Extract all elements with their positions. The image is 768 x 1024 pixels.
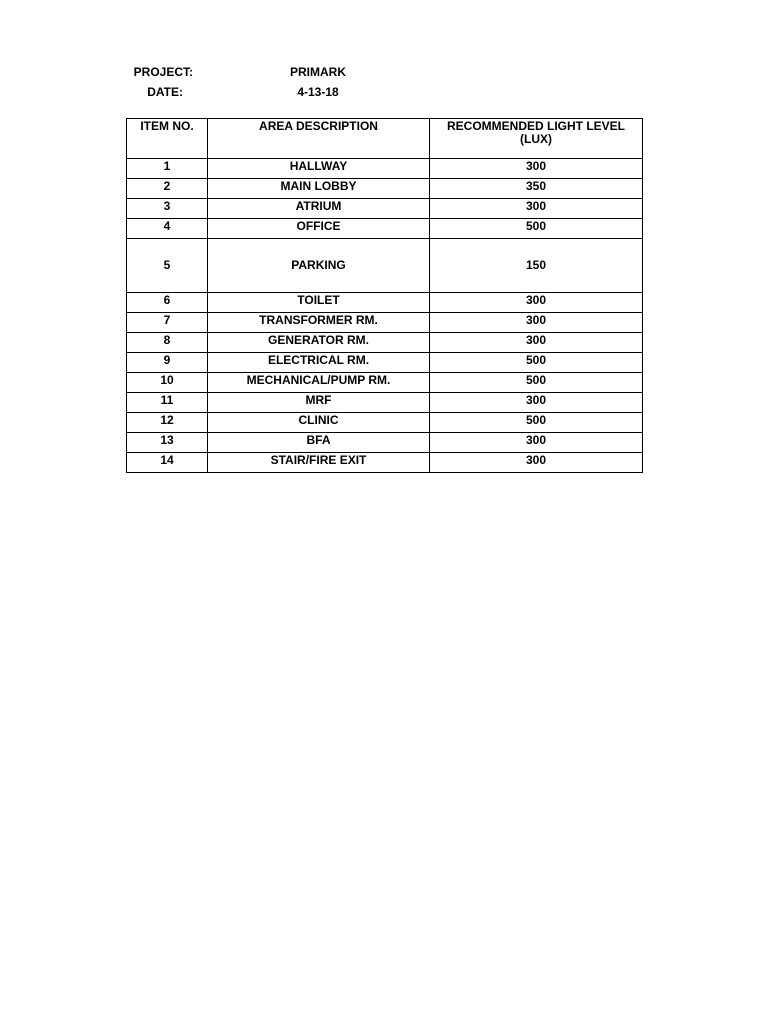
area-description-cell: ELECTRICAL RM. (208, 353, 430, 373)
light-level-cell: 300 (430, 433, 643, 453)
item-no-cell: 12 (127, 413, 208, 433)
area-description-cell: PARKING (208, 239, 430, 293)
item-no-cell: 9 (127, 353, 208, 373)
light-level-cell: 300 (430, 159, 643, 179)
light-level-cell: 350 (430, 179, 643, 199)
area-description-cell: BFA (208, 433, 430, 453)
area-description-cell: STAIR/FIRE EXIT (208, 453, 430, 473)
item-no-cell: 14 (127, 453, 208, 473)
item-no-cell: 3 (127, 199, 208, 219)
area-description-cell: MRF (208, 393, 430, 413)
light-level-cell: 300 (430, 453, 643, 473)
area-description-cell: MAIN LOBBY (208, 179, 430, 199)
area-description-cell: TRANSFORMER RM. (208, 313, 430, 333)
area-description-cell: TOILET (208, 293, 430, 313)
date-label: DATE: (147, 85, 183, 99)
item-no-cell: 2 (127, 179, 208, 199)
item-no-cell: 5 (127, 239, 208, 293)
light-level-cell: 500 (430, 353, 643, 373)
light-level-cell: 300 (430, 199, 643, 219)
item-no-cell: 4 (127, 219, 208, 239)
item-no-cell: 7 (127, 313, 208, 333)
item-no-cell: 10 (127, 373, 208, 393)
table-row (127, 393, 643, 413)
item-no-cell: 6 (127, 293, 208, 313)
table-row (127, 333, 643, 353)
table-row (127, 453, 643, 473)
table-row (127, 353, 643, 373)
light-level-cell: 300 (430, 333, 643, 353)
table-row (127, 433, 643, 453)
table-row (127, 373, 643, 393)
table-row (127, 199, 643, 219)
light-level-cell: 500 (430, 373, 643, 393)
table-row (127, 413, 643, 433)
project-value: PRIMARK (290, 65, 346, 79)
project-label: PROJECT: (133, 65, 193, 79)
table-row (127, 219, 643, 239)
light-level-table (126, 118, 643, 473)
table-row (127, 159, 643, 179)
item-no-cell: 13 (127, 433, 208, 453)
item-no-cell: 1 (127, 159, 208, 179)
table-row (127, 293, 643, 313)
area-description-cell: HALLWAY (208, 159, 430, 179)
light-level-cell: 300 (430, 393, 643, 413)
table-row (127, 313, 643, 333)
area-description-cell: ATRIUM (208, 199, 430, 219)
date-value: 4-13-18 (297, 85, 339, 99)
table-header-row (127, 119, 643, 159)
light-level-cell: 300 (430, 293, 643, 313)
light-level-cell: 500 (430, 413, 643, 433)
column-header-item-no: ITEM NO. (127, 119, 208, 159)
table-row (127, 239, 643, 293)
item-no-cell: 8 (127, 333, 208, 353)
column-header-light-level: RECOMMENDED LIGHT LEVEL (LUX) (430, 119, 643, 159)
area-description-cell: GENERATOR RM. (208, 333, 430, 353)
area-description-cell: MECHANICAL/PUMP RM. (208, 373, 430, 393)
area-description-cell: OFFICE (208, 219, 430, 239)
table-row (127, 179, 643, 199)
light-level-cell: 500 (430, 219, 643, 239)
column-header-area-description: AREA DESCRIPTION (208, 119, 430, 159)
item-no-cell: 11 (127, 393, 208, 413)
light-level-cell: 300 (430, 313, 643, 333)
area-description-cell: CLINIC (208, 413, 430, 433)
light-level-cell: 150 (430, 239, 643, 293)
